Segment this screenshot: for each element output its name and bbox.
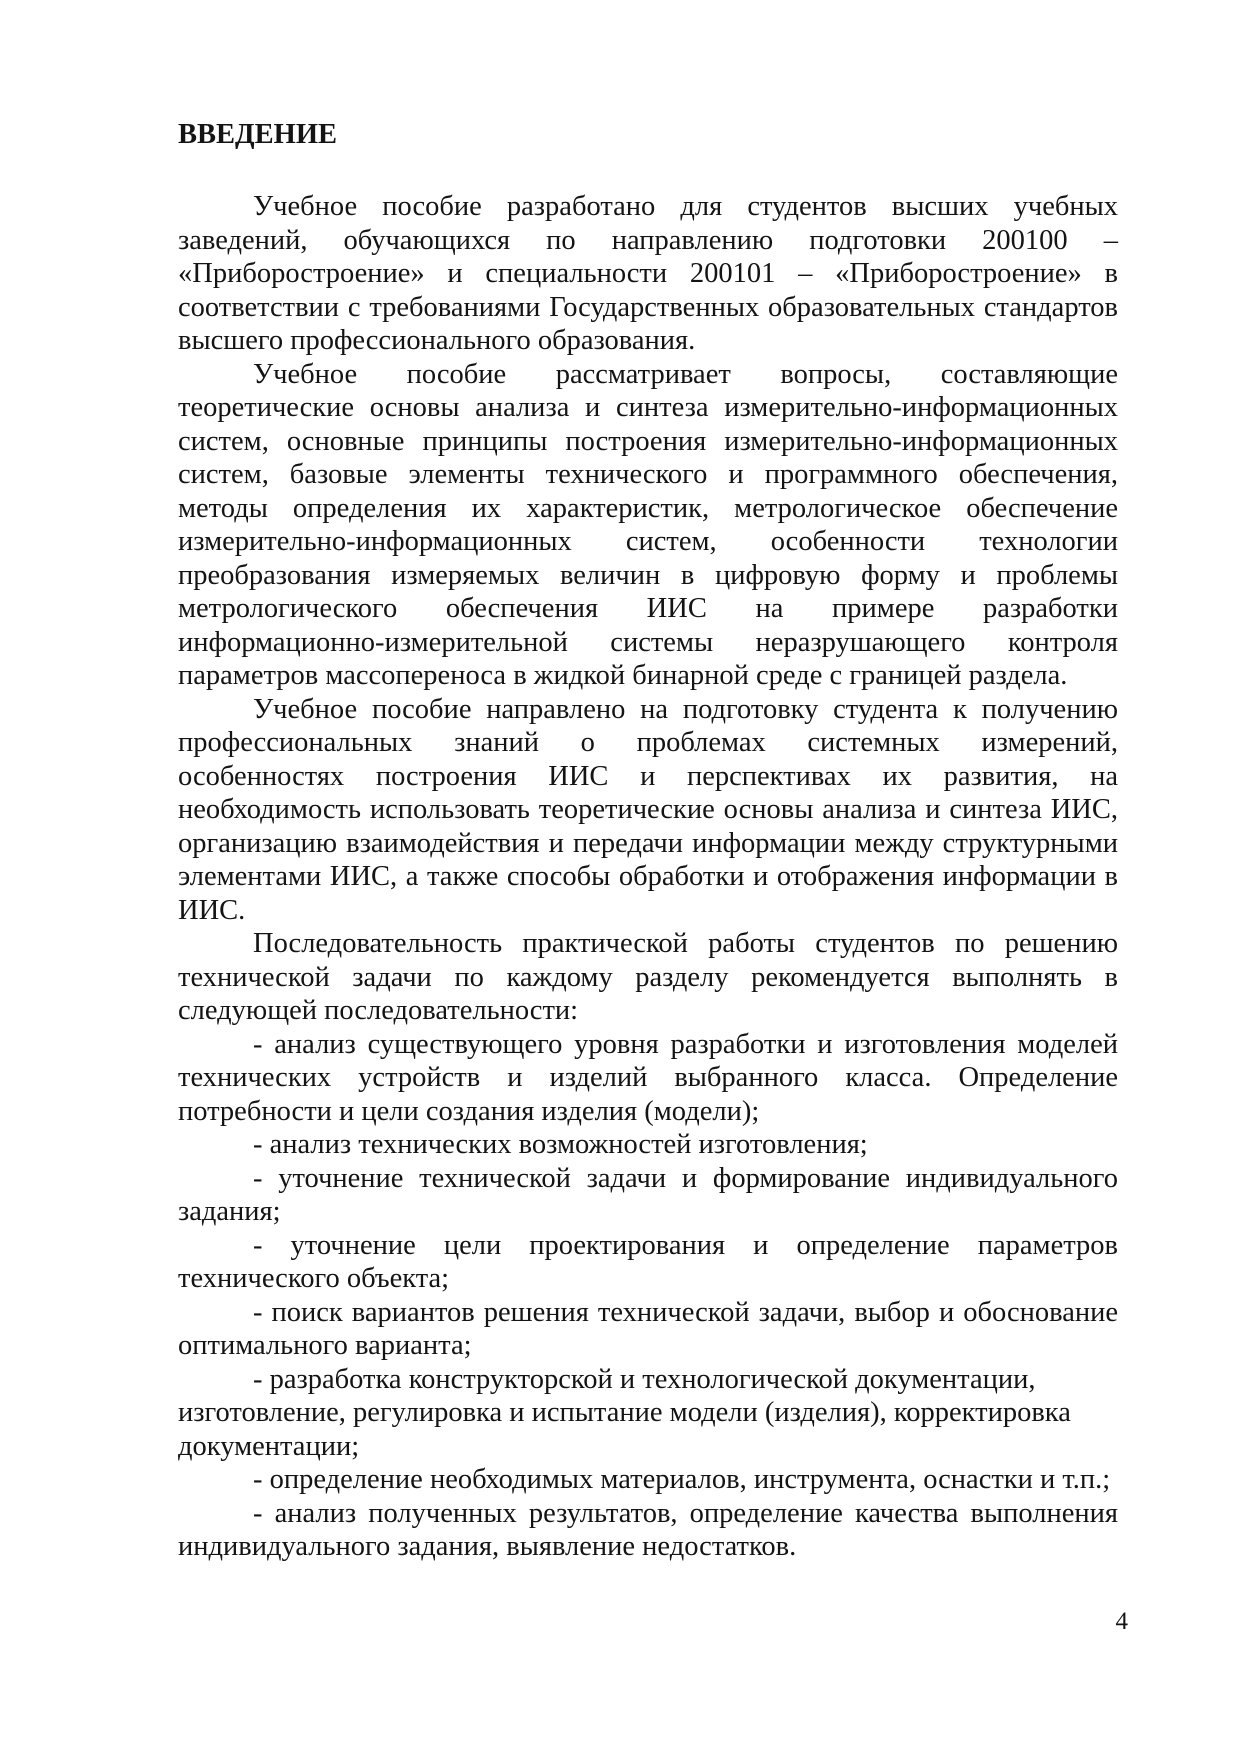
- paragraph: Последовательность практической работы студентов по решению технической задачи по каждому разделу рекомендуется выполнять в следующей последовательности:: [178, 928, 1118, 1026]
- list-item: - уточнение цели проектирования и определение параметров технического объекта;: [178, 1229, 1118, 1294]
- list-item: - уточнение технической задачи и формирование индивидуального задания;: [178, 1162, 1118, 1227]
- section-heading: ВВЕДЕНИЕ: [178, 119, 337, 150]
- page-content: [178, 118, 1118, 1564]
- page-number: 4: [1115, 1608, 1128, 1635]
- paragraph: Учебное пособие направлено на подготовку студента к получению профессиональных знаний о проблемах системных измерений, особенностях построения ИИС и перспективах их развития, на необходимость использовать теоретические основы анализа и синтеза ИИС, организацию взаимодействия и передачи информации между структурными элементами ИИС, а также способы обработки и отображения информации в ИИС.: [178, 693, 1118, 926]
- paragraph: Учебное пособие рассматривает вопросы, составляющие теоретические основы анализа и синтеза измерительно-информационных систем, основные принципы построения измерительно-информационных систем, базовые элементы технического и программного обеспечения, методы определения их характеристик, метрологическое обеспечение измерительно-информационных систем, особенности технологии преобразования измеряемых величин в цифровую форму и проблемы метрологического обеспечения ИИС на примере разработки информационно-измерительной системы неразрушающего контроля параметров массопереноса в жидкой бинарной среде с границей раздела.: [178, 358, 1118, 691]
- list-item: - анализ технических возможностей изготовления;: [253, 1129, 868, 1160]
- list-item: - анализ полученных результатов, определение качества выполнения индивидуального задания, выявление недостатков.: [178, 1497, 1118, 1562]
- list-item: - разработка конструкторской и технологической документации, изготовление, регулировка и испытание модели (изделия), корректировка документации;: [178, 1363, 1071, 1462]
- paragraph: Учебное пособие разработано для студентов высших учебных заведений, обучающихся по направлению подготовки 200100 – «Приборостроение» и специальности 200101 – «Приборостроение» в соответствии с требованиями Государственных образовательных стандартов высшего профессионального образования.: [178, 191, 1118, 356]
- list-item: - поиск вариантов решения технической задачи, выбор и обоснование оптимального варианта;: [178, 1296, 1118, 1361]
- list-item: - определение необходимых материалов, инструмента, оснастки и т.п.;: [253, 1464, 1111, 1495]
- list-item: - анализ существующего уровня разработки и изготовления моделей технических устройств и изделий выбранного класса. Определение потребности и цели создания изделия (модели);: [178, 1028, 1118, 1127]
